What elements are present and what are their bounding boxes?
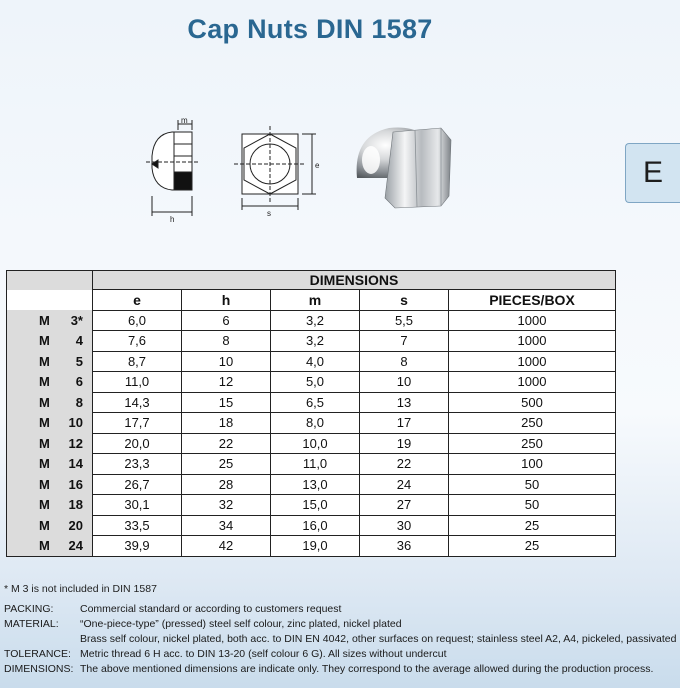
spec-text: Metric thread 6 H acc. to DIN 13-20 (self colour 6 G). All sizes without undercut <box>80 648 447 660</box>
value-m: 15,0 <box>271 495 360 516</box>
table-row <box>7 474 616 495</box>
size-number: 18 <box>68 497 83 513</box>
table-row <box>7 392 616 413</box>
dim-label-e: e <box>315 161 320 170</box>
table-row <box>7 536 616 557</box>
size-prefix: M <box>39 333 50 349</box>
value-pieces-box: 1000 <box>449 351 616 372</box>
size-number: 16 <box>68 476 83 492</box>
size-prefix: M <box>39 517 50 533</box>
value-m: 4,0 <box>271 351 360 372</box>
value-m: 13,0 <box>271 474 360 495</box>
size-cell <box>7 495 93 516</box>
size-number: 20 <box>68 517 83 533</box>
value-h: 32 <box>182 495 271 516</box>
size-prefix: M <box>39 497 50 513</box>
size-prefix: M <box>39 476 50 492</box>
value-pieces-box: 250 <box>449 433 616 454</box>
value-m: 6,5 <box>271 392 360 413</box>
size-prefix: M <box>39 312 50 328</box>
size-number: 24 <box>68 538 83 553</box>
spec-packing <box>4 602 677 617</box>
value-m: 8,0 <box>271 413 360 434</box>
table-column-header-row <box>7 290 616 311</box>
spec-label: MATERIAL: <box>4 618 59 630</box>
dim-label-s: s <box>267 209 271 218</box>
value-e: 30,1 <box>93 495 182 516</box>
size-prefix: M <box>39 538 50 553</box>
table-row <box>7 413 616 434</box>
value-s: 17 <box>360 413 449 434</box>
value-e: 14,3 <box>93 392 182 413</box>
size-cell <box>7 474 93 495</box>
size-prefix: M <box>39 435 50 451</box>
spec-material-continued <box>4 632 677 647</box>
spec-text: Commercial standard or according to customers request <box>80 603 342 615</box>
spec-dimensions <box>4 662 677 677</box>
value-s: 19 <box>360 433 449 454</box>
value-h: 42 <box>182 536 271 557</box>
value-e: 8,7 <box>93 351 182 372</box>
value-h: 8 <box>182 331 271 352</box>
dimensions-header: DIMENSIONS <box>93 271 616 290</box>
size-cell <box>7 413 93 434</box>
cap-nut-photo <box>345 118 455 213</box>
size-cell <box>7 515 93 536</box>
size-cell <box>7 351 93 372</box>
value-e: 39,9 <box>93 536 182 557</box>
value-e: 17,7 <box>93 413 182 434</box>
size-number: 14 <box>68 456 83 472</box>
specifications <box>4 602 677 677</box>
value-s: 7 <box>360 331 449 352</box>
value-h: 34 <box>182 515 271 536</box>
value-s: 10 <box>360 372 449 393</box>
value-pieces-box: 250 <box>449 413 616 434</box>
technical-drawing <box>130 112 330 227</box>
table-corner <box>7 271 93 290</box>
value-m: 16,0 <box>271 515 360 536</box>
size-prefix: M <box>39 394 50 410</box>
size-number: 5 <box>75 353 83 369</box>
value-s: 22 <box>360 454 449 475</box>
value-m: 3,2 <box>271 331 360 352</box>
value-e: 11,0 <box>93 372 182 393</box>
column-header-m: m <box>271 290 360 311</box>
size-cell <box>7 392 93 413</box>
size-prefix: M <box>39 374 50 390</box>
value-h: 22 <box>182 433 271 454</box>
value-s: 30 <box>360 515 449 536</box>
column-header-pieces-box: PIECES/BOX <box>449 290 616 311</box>
table-row <box>7 310 616 331</box>
dim-label-m: m <box>181 116 188 125</box>
spec-tolerance <box>4 647 677 662</box>
size-cell <box>7 433 93 454</box>
value-s: 8 <box>360 351 449 372</box>
section-tab-label: E <box>642 156 663 189</box>
value-s: 27 <box>360 495 449 516</box>
value-m: 19,0 <box>271 536 360 557</box>
dimensions-table <box>6 270 616 557</box>
value-e: 6,0 <box>93 310 182 331</box>
footnote: * M 3 is not included in DIN 1587 <box>4 583 157 595</box>
value-pieces-box: 1000 <box>449 310 616 331</box>
spec-label: TOLERANCE: <box>4 648 71 660</box>
size-cell <box>7 536 93 557</box>
value-pieces-box: 50 <box>449 495 616 516</box>
value-pieces-box: 50 <box>449 474 616 495</box>
value-e: 20,0 <box>93 433 182 454</box>
value-e: 33,5 <box>93 515 182 536</box>
size-prefix: M <box>39 456 50 472</box>
value-pieces-box: 1000 <box>449 372 616 393</box>
section-tab-e[interactable] <box>625 143 680 203</box>
value-s: 5,5 <box>360 310 449 331</box>
value-m: 11,0 <box>271 454 360 475</box>
size-number: 3* <box>70 312 83 328</box>
column-header-h: h <box>182 290 271 311</box>
spec-text: The above mentioned dimensions are indicate only. They correspond to the average allowed during the production process. <box>80 663 654 675</box>
value-h: 25 <box>182 454 271 475</box>
table-row <box>7 454 616 475</box>
column-header-s: s <box>360 290 449 311</box>
size-number: 4 <box>75 333 83 349</box>
size-cell <box>7 310 93 331</box>
size-prefix: M <box>39 415 50 431</box>
value-s: 24 <box>360 474 449 495</box>
value-m: 3,2 <box>271 310 360 331</box>
table-row <box>7 433 616 454</box>
size-prefix: M <box>39 353 50 369</box>
spec-text: “One-piece-type” (pressed) steel self colour, zinc plated, nickel plated <box>80 618 402 630</box>
size-cell <box>7 372 93 393</box>
spec-material <box>4 617 677 632</box>
value-pieces-box: 500 <box>449 392 616 413</box>
value-e: 7,6 <box>93 331 182 352</box>
spec-label: DIMENSIONS: <box>4 663 74 675</box>
value-m: 5,0 <box>271 372 360 393</box>
value-e: 26,7 <box>93 474 182 495</box>
value-h: 28 <box>182 474 271 495</box>
value-s: 13 <box>360 392 449 413</box>
dim-label-h: h <box>170 215 175 224</box>
table-corner <box>7 290 93 311</box>
value-s: 36 <box>360 536 449 557</box>
size-cell <box>7 331 93 352</box>
size-number: 12 <box>68 435 83 451</box>
spec-label: PACKING: <box>4 603 54 615</box>
table-row <box>7 372 616 393</box>
table-row <box>7 331 616 352</box>
page-title: Cap Nuts DIN 1587 <box>187 14 433 44</box>
value-h: 6 <box>182 310 271 331</box>
table-row <box>7 495 616 516</box>
value-h: 10 <box>182 351 271 372</box>
value-e: 23,3 <box>93 454 182 475</box>
value-h: 15 <box>182 392 271 413</box>
value-pieces-box: 100 <box>449 454 616 475</box>
spec-text: Brass self colour, nickel plated, both acc. to DIN EN 4042, other surfaces on request; stainless steel A2, A4, pickeled, passivated <box>80 633 677 645</box>
value-h: 12 <box>182 372 271 393</box>
value-m: 10,0 <box>271 433 360 454</box>
size-number: 10 <box>68 415 83 431</box>
size-number: 8 <box>75 394 83 410</box>
column-header-e: e <box>93 290 182 311</box>
value-pieces-box: 25 <box>449 536 616 557</box>
size-cell <box>7 454 93 475</box>
table-row <box>7 351 616 372</box>
table-group-header-row <box>7 271 616 290</box>
value-pieces-box: 25 <box>449 515 616 536</box>
table-row <box>7 515 616 536</box>
value-pieces-box: 1000 <box>449 331 616 352</box>
value-h: 18 <box>182 413 271 434</box>
size-number: 6 <box>75 374 83 390</box>
spec-label <box>4 632 80 647</box>
